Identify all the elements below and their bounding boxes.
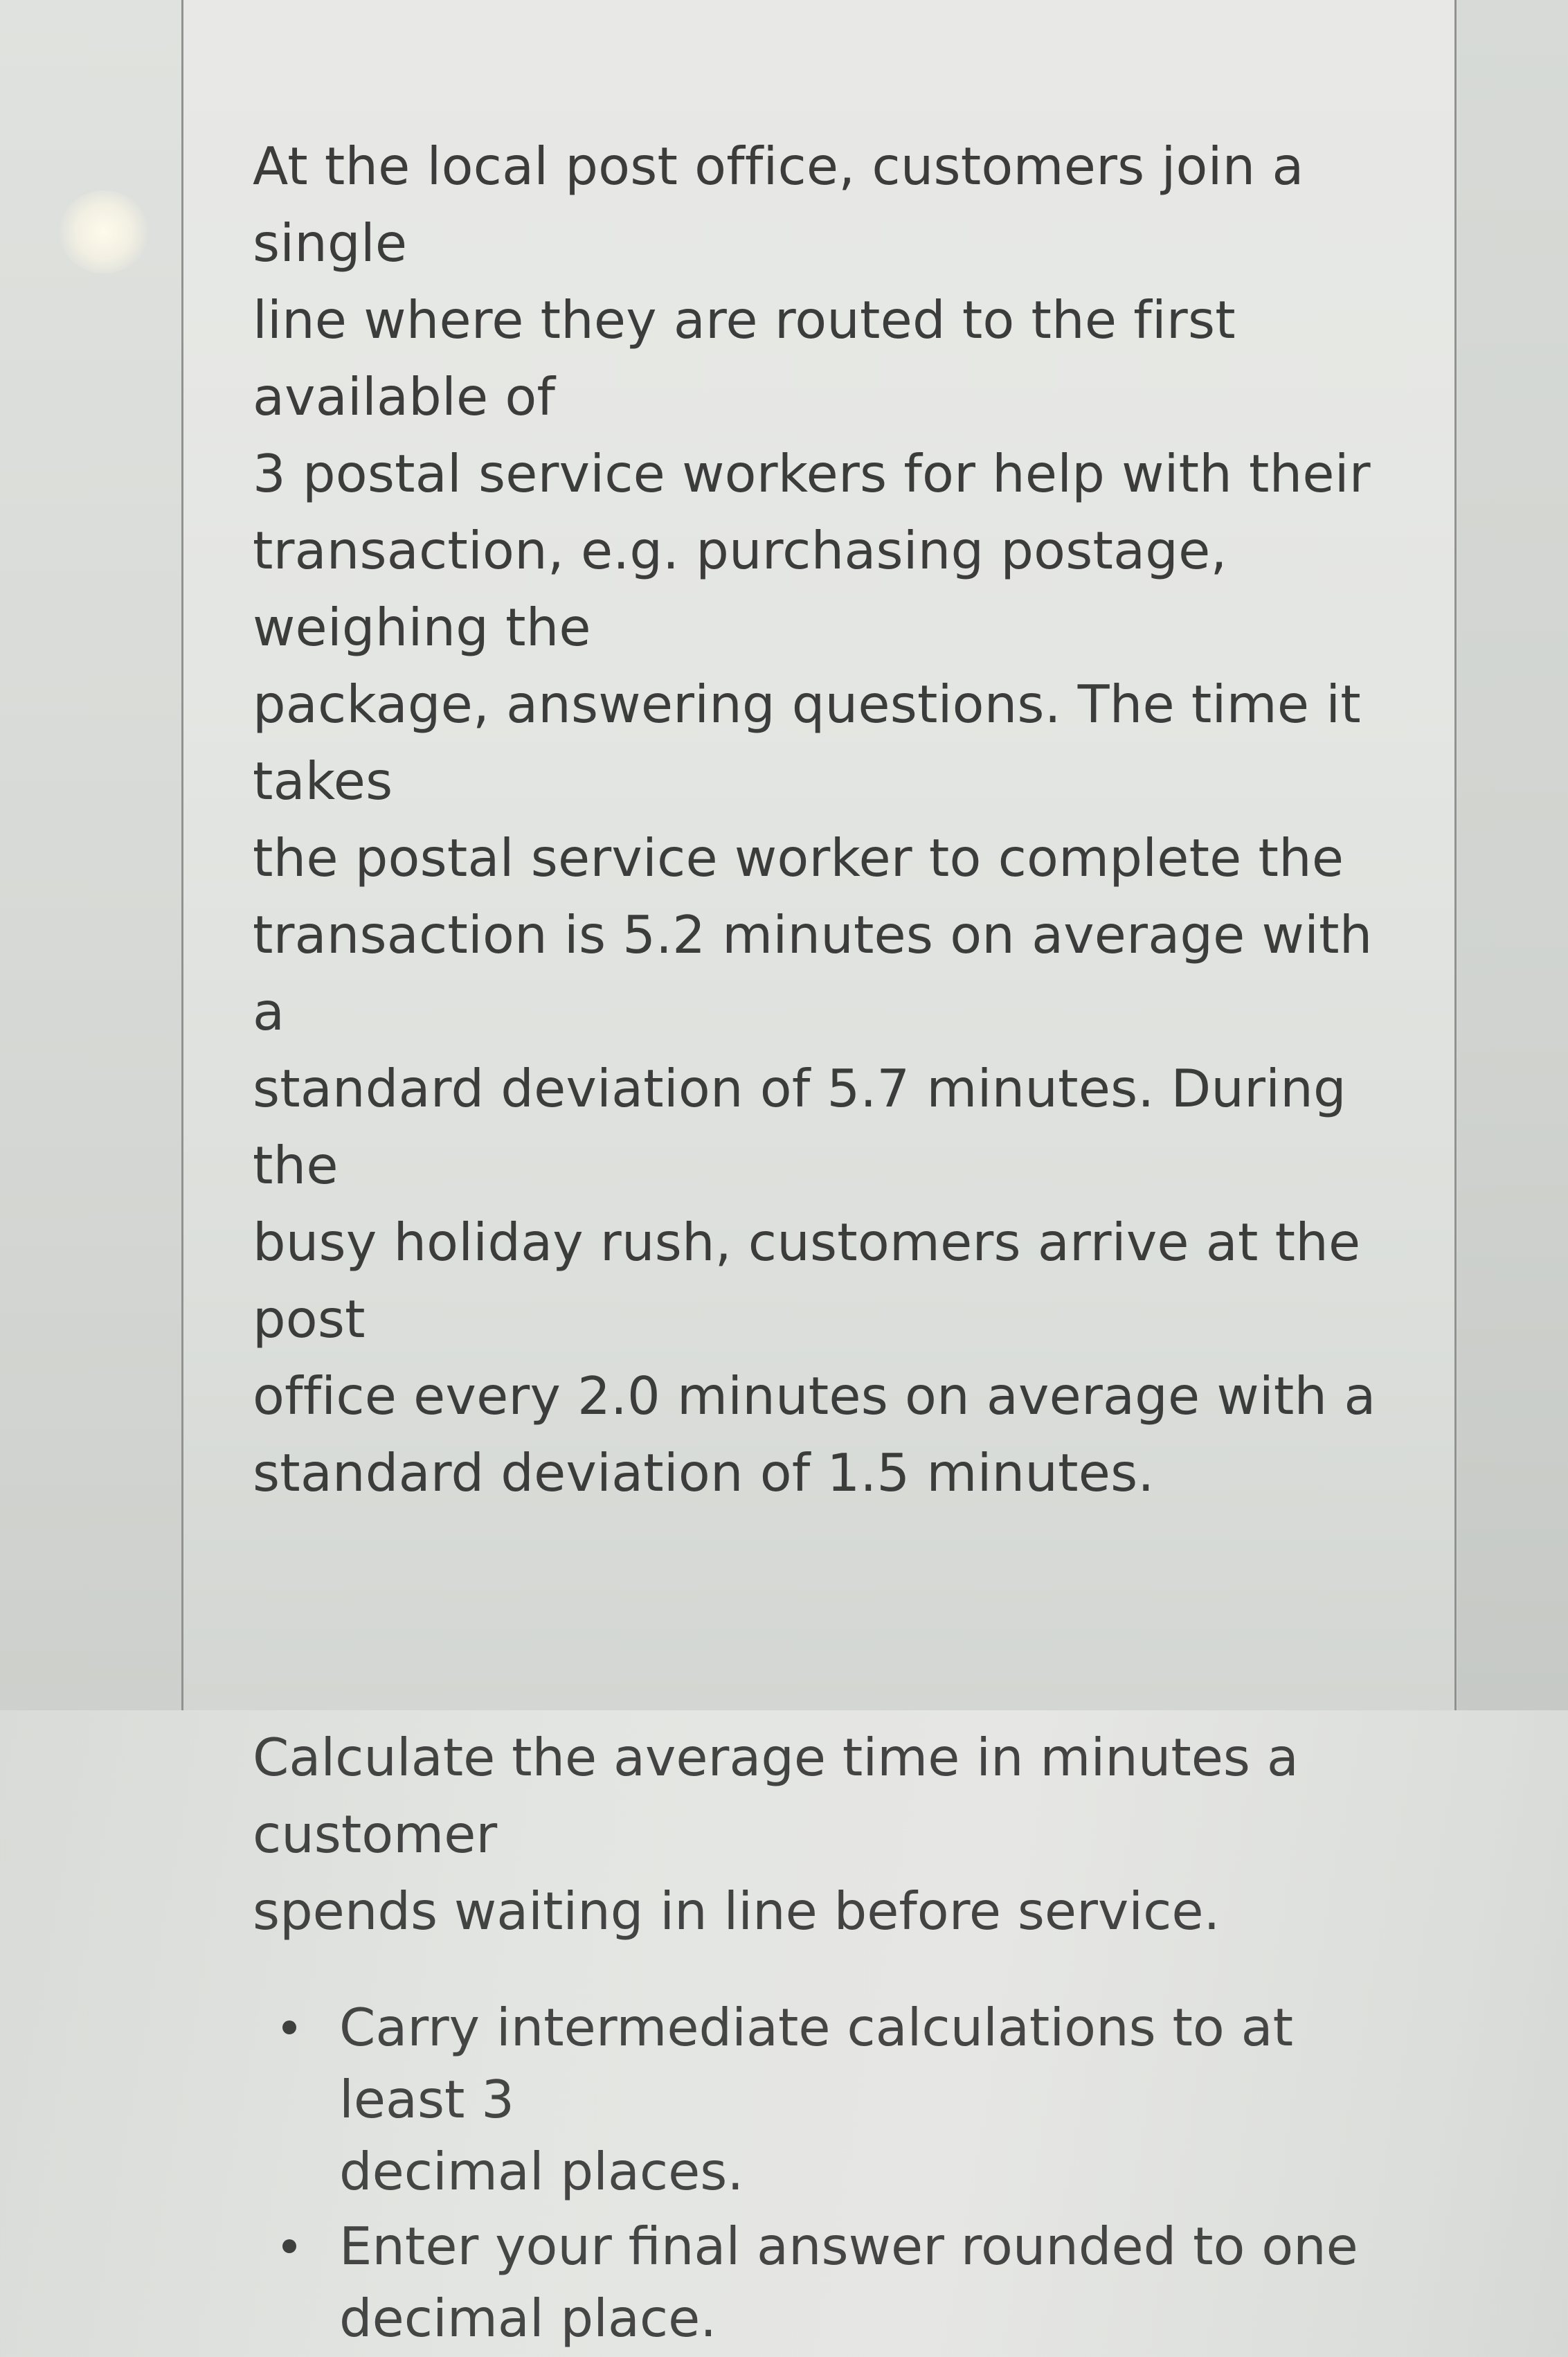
instruction-item [339, 2210, 1388, 2354]
instruction-item [339, 1991, 1388, 2207]
problem-line: 3 postal service workers for help with their [253, 443, 1371, 504]
problem-line: office every 2.0 minutes on average with a [253, 1365, 1376, 1426]
background-right [1457, 0, 1568, 1710]
problem-line: At the local post office, customers join a single [253, 136, 1304, 274]
problem-line: package, answering questions. The time it takes [253, 674, 1361, 812]
problem-line: transaction is 5.2 minutes on average with a [253, 904, 1373, 1042]
problem-line: the postal service worker to complete the [253, 827, 1344, 888]
question-prompt [253, 1719, 1388, 1950]
instructions-list [253, 1991, 1388, 2354]
bullet-icon [282, 2020, 296, 2034]
question-line: Calculate the average time in minutes a customer [253, 1727, 1299, 1865]
problem-line: standard deviation of 5.7 minutes. During the [253, 1058, 1346, 1196]
problem-line: standard deviation of 1.5 minutes. [253, 1442, 1155, 1503]
problem-statement [253, 128, 1388, 1512]
bullet-icon [282, 2239, 296, 2253]
instruction-line: decimal places. [339, 2141, 744, 2202]
problem-line: transaction, e.g. purchasing postage, weighing the [253, 520, 1227, 658]
question-line: spends waiting in line before service. [253, 1881, 1220, 1942]
screen-glare [59, 190, 149, 274]
instruction-line: decimal place. [339, 2288, 717, 2349]
problem-line: busy holiday rush, customers arrive at the post [253, 1212, 1361, 1350]
question-content [253, 128, 1388, 2357]
instruction-line: Enter your final answer rounded to one [339, 2216, 1358, 2277]
problem-line: line where they are routed to the first available of [253, 289, 1236, 427]
instruction-line: Carry intermediate calculations to at least 3 [339, 1997, 1294, 2130]
